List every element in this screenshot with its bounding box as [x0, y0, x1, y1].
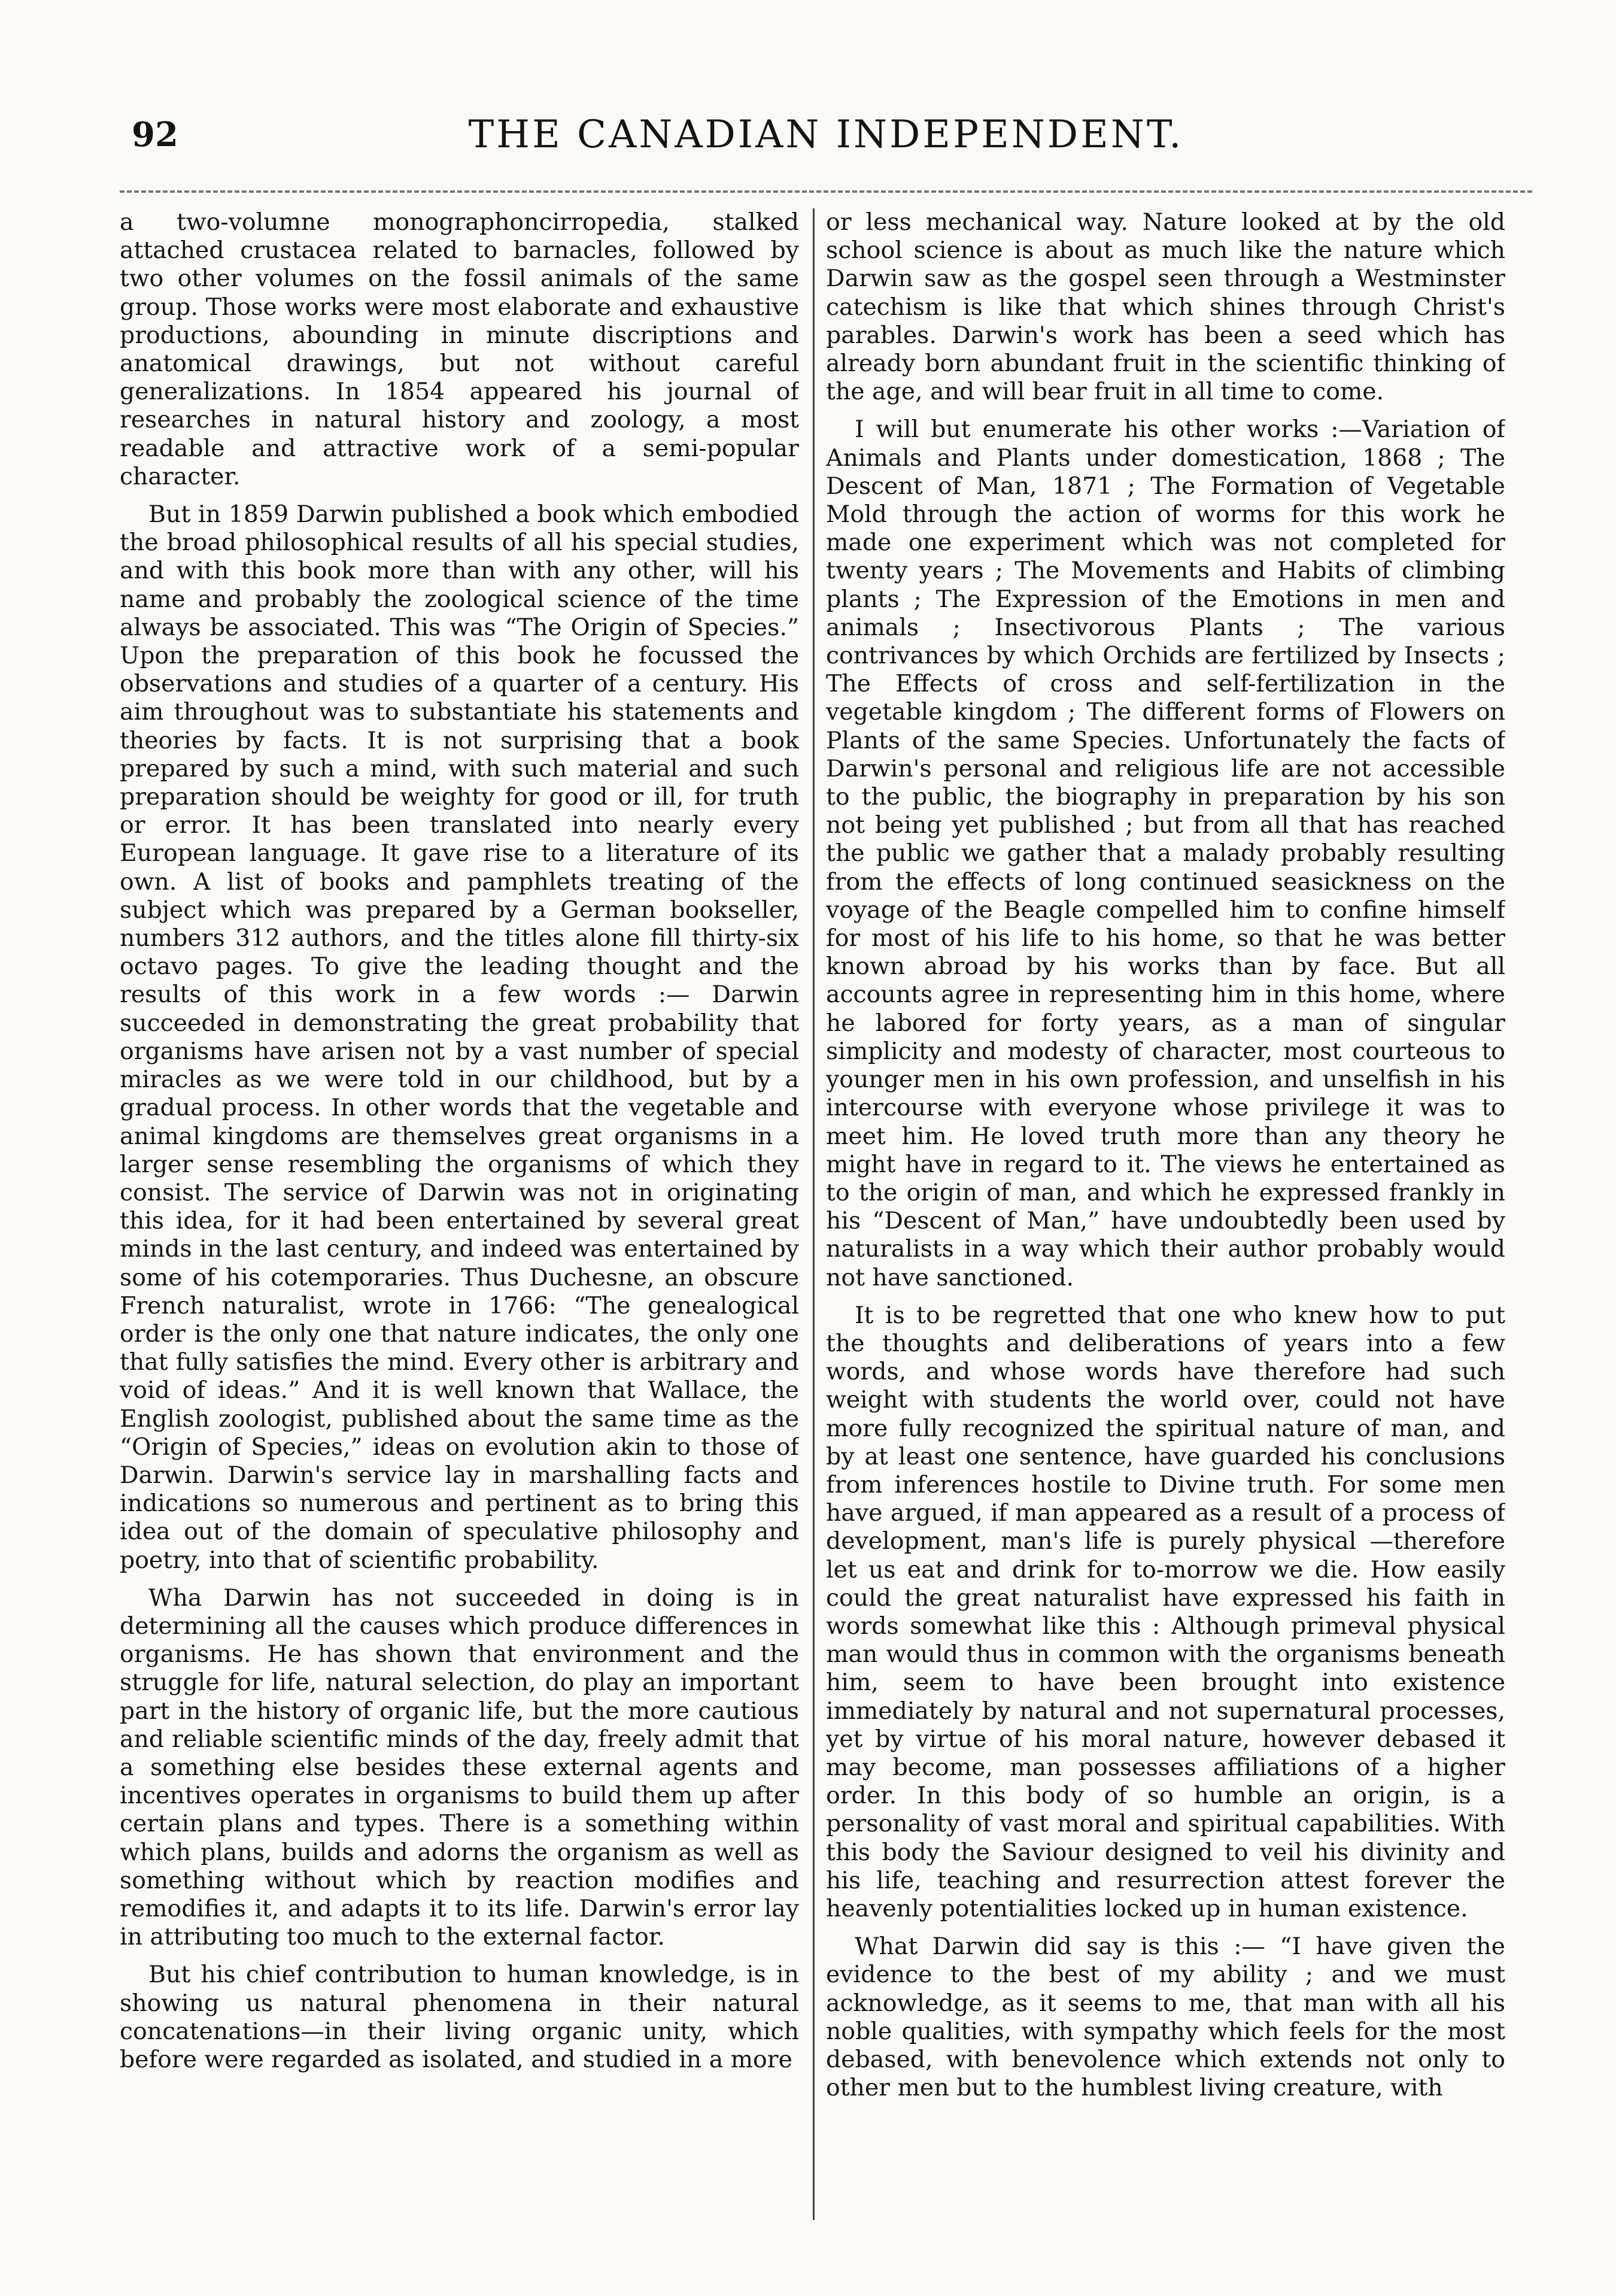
paragraph: Wha Darwin has not succeeded in doing is in determining all the causes which produce differences in organisms. He has shown that environment and the struggle for life, natural selection, do play an important part in the history of organic life, but the more cautious and reliable scientific minds of the day, freely admit that a something else besides these external agents and incentives operates in organisms to build them up after certain plans and types. There is a something within which plans, builds and adorns the organism as well as something without which by reaction modifies and remodifies it, and adapts it to its life. Darwin's error lay in attributing too much to the external factor.: [120, 1584, 799, 1951]
paragraph: It is to be regretted that one who knew how to put the thoughts and deliberations of years into a few words, and whose words have therefore had such weight with students the world over, could not have more fully recognized the spiritual nature of man, and by at least one sentence, have guarded his conclusions from inferences hostile to Divine truth. For some men have argued, if man appeared as a result of a process of development, man's life is purely physical —therefore let us eat and drink for to-morrow we die. How easily could the great naturalist have expressed his faith in words somewhat like this : Although primeval physical man would thus in common with the organisms beneath him, seem to have been brought into existence immediately by natural and not supernatural processes, yet by virtue of his moral nature, however debased it may become, man possesses affiliations of a higher order. In this body of so humble an origin, is a personality of vast moral and spiritual capabilities. With this body the Saviour designed to veil his divinity and his life, teaching and resurrection attest forever the heavenly potentialities locked up in human existence.: [826, 1301, 1505, 1922]
paragraph: But his chief contribution to human knowledge, is in showing us natural phenomena in their natural concatenations—in their living organic unity, which before were regarded as isolated, and studied in a more: [120, 1961, 799, 2073]
paragraph: But in 1859 Darwin published a book which embodied the broad philosophical results of all his special studies, and with this book more than with any other, will his name and probably the zoological science of the time always be associated. This was “The Origin of Species.” Upon the preparation of this book he focussed the observations and studies of a quarter of a century. His aim throughout was to substantiate his statements and theories by facts. It is not surprising that a book prepared by such a mind, with such material and such preparation should be weighty for good or ill, for truth or error. It has been translated into nearly every European language. It gave rise to a literature of its own. A list of books and pamphlets treating of the subject which was prepared by a German bookseller, numbers 312 authors, and the titles alone fill thirty-six octavo pages. To give the leading thought and the results of this work in a few words :— Darwin succeeded in demonstrating the great probability that organisms have arisen not by a vast number of special miracles as we were told in our childhood, but by a gradual process. In other words that the vegetable and animal kingdoms are themselves great organisms in a larger sense resembling the organisms of which they consist. The service of Darwin was not in originating this idea, for it had been entertained by several great minds in the last century, and indeed was entertained by some of his cotemporaries. Thus Duchesne, an obscure French naturalist, wrote in 1766: “The genealogical order is the only one that nature indicates, the only one that fully satisfies the mind. Every other is arbitrary and void of ideas.” And it is well known that Wallace, the English zoologist, published about the same time as the “Origin of Species,” ideas on evolution akin to those of Darwin. Darwin's service lay in marshalling facts and indications so numerous and pertinent as to bring this idea out of the domain of speculative philosophy and poetry, into that of scientific probability.: [120, 501, 799, 1574]
paragraph: a two-volumne monographoncirropedia, stalked attached crustacea related to barnacles, followed by two other volumes on the fossil animals of the same group. Those works were most elaborate and exhaustive productions, abounding in minute discriptions and anatomical drawings, but not without careful generalizations. In 1854 appeared his journal of researches in natural history and zoology, a most readable and attractive work of a semi-popular character.: [120, 208, 799, 490]
paragraph: I will but enumerate his other works :—Variation of Animals and Plants under domestication, 1868 ; The Descent of Man, 1871 ; The Formation of Vegetable Mold through the action of worms for this work he made one experiment which was not completed for twenty years ; The Movements and Habits of climbing plants ; The Expression of the Emotions in men and animals ; Insectivorous Plants ; The various contrivances by which Orchids are fertilized by Insects ; The Effects of cross and self-fertilization in the vegetable kingdom ; The different forms of Flowers on Plants of the same Species. Unfortunately the facts of Darwin's personal and religious life are not accessible to the public, the biography in preparation by his son not being yet published ; but from all that has reached the public we gather that a malady probably resulting from the effects of long continued seasickness on the voyage of the Beagle compelled him to confine himself for most of his life to his home, so that he was better known abroad by his works than by face. But all accounts agree in representing him in this home, where he labored for forty years, as a man of singular simplicity and modesty of character, most courteous to younger men in his own profession, and unselfish in his intercourse with everyone whose privilege it was to meet him. He loved truth more than any theory he might have in regard to it. The views he entertained as to the origin of man, and which he expressed frankly in his “Descent of Man,” have undoubtedly been used by naturalists in a way which their author probably would not have sanctioned.: [826, 415, 1505, 1291]
right-column: [826, 208, 1505, 2226]
page-number: 92: [132, 115, 178, 154]
paragraph: or less mechanical way. Nature looked at by the old school science is about as much like the nature which Darwin saw as the gospel seen through a Westminster catechism is like that which shines through Christ's parables. Darwin's work has been a seed which has already born abundant fruit in the scientific thinking of the age, and will bear fruit in all time to come.: [826, 208, 1505, 406]
page-header: [120, 101, 1532, 184]
left-column: [120, 208, 799, 2226]
publication-title: THE CANADIAN INDEPENDENT.: [468, 113, 1184, 157]
paragraph: What Darwin did say is this :— “I have given the evidence to the best of my ability ; and we must acknowledge, as it seems to me, that man with all his noble qualities, with sympathy which feels for the most debased, with benevolence which extends not only to other men but to the humblest living creature, with: [826, 1933, 1505, 2102]
column-divider: [813, 208, 815, 2220]
header-rule: [120, 190, 1532, 193]
